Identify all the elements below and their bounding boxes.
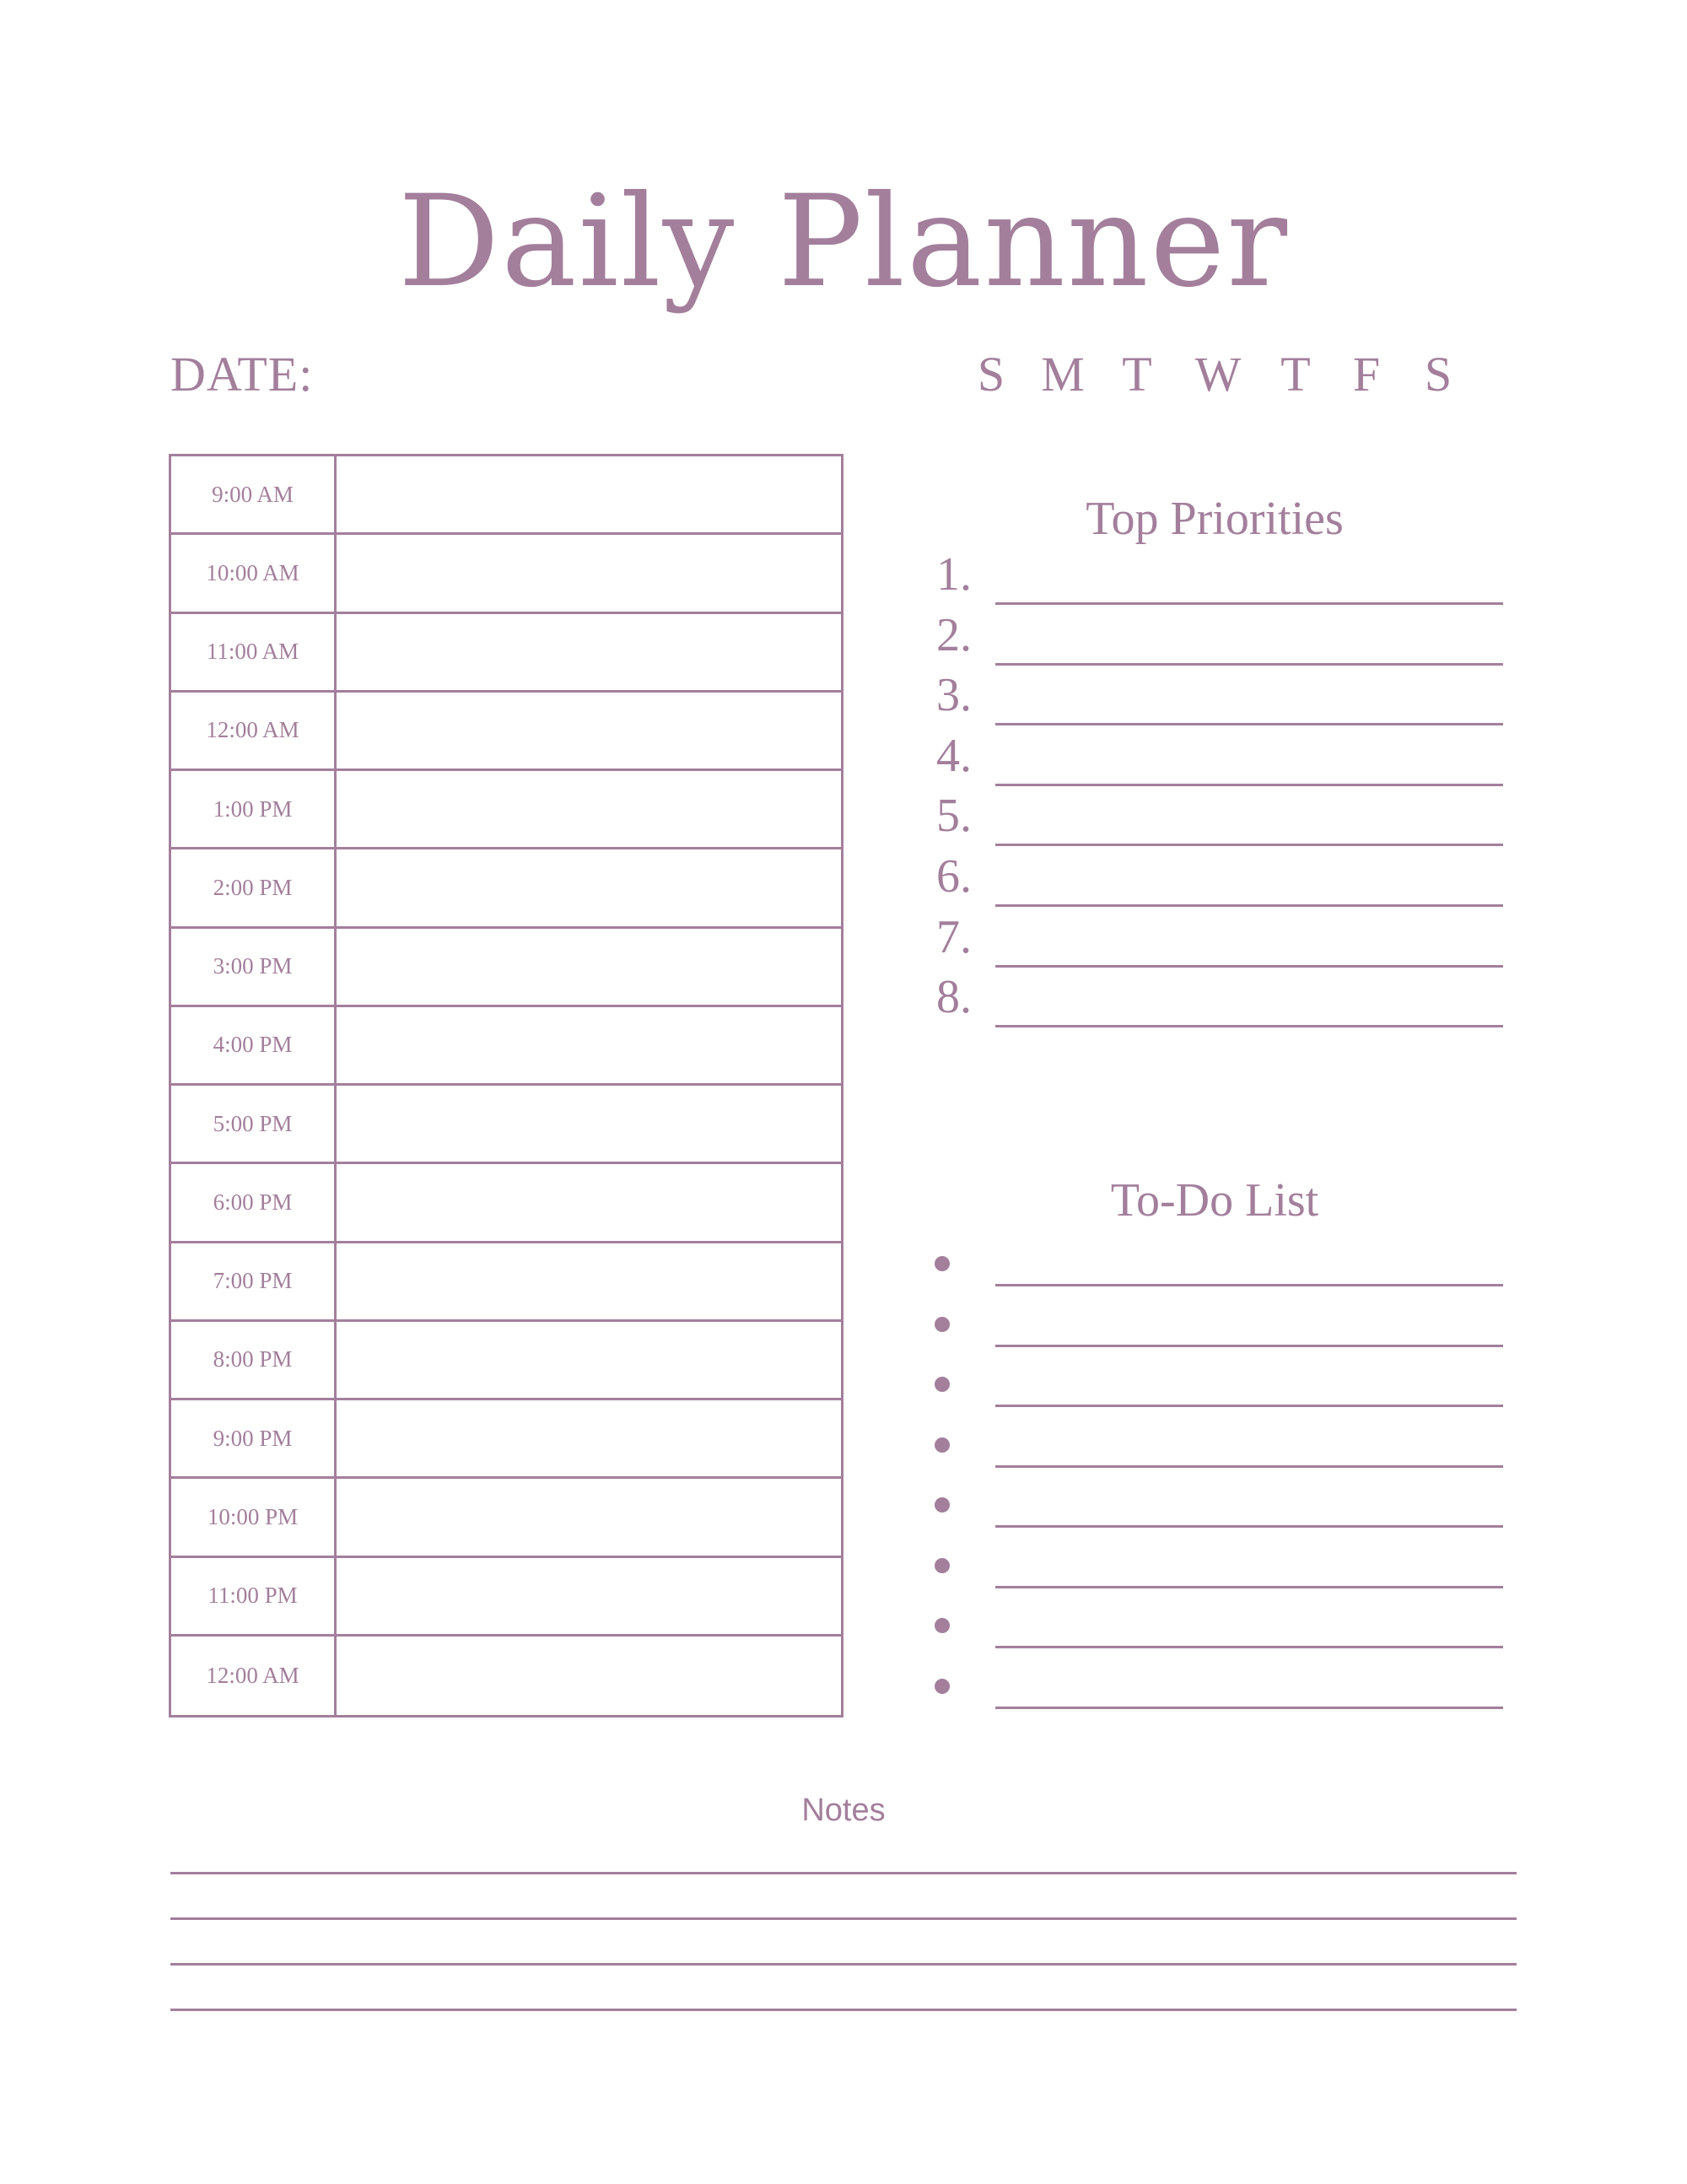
schedule-row xyxy=(171,1322,841,1400)
schedule-time: 7:00 PM xyxy=(171,1243,337,1319)
date-label: DATE: xyxy=(170,347,314,402)
schedule-time: 9:00 PM xyxy=(171,1400,337,1476)
weekday-4[interactable]: T xyxy=(1280,347,1311,402)
weekday-2[interactable]: T xyxy=(1122,347,1152,402)
notes-write-line[interactable] xyxy=(170,1872,1517,1874)
schedule-row xyxy=(171,693,841,771)
schedule-time: 6:00 PM xyxy=(171,1164,337,1240)
priority-write-line[interactable] xyxy=(995,663,1503,666)
todo-write-line[interactable] xyxy=(995,1345,1503,1347)
priority-item xyxy=(936,787,1510,846)
schedule-slot[interactable] xyxy=(337,1164,841,1240)
todo-item xyxy=(928,1409,1510,1468)
priority-number: 7. xyxy=(936,910,972,963)
schedule-row xyxy=(171,1637,841,1715)
priority-number: 2. xyxy=(936,608,972,661)
schedule-row xyxy=(171,614,841,693)
priority-write-line[interactable] xyxy=(995,844,1503,846)
priority-item xyxy=(936,968,1510,1027)
todo-write-line[interactable] xyxy=(995,1525,1503,1528)
priority-number: 5. xyxy=(936,790,972,843)
schedule-row xyxy=(171,1400,841,1479)
todo-item xyxy=(928,1348,1510,1407)
priority-write-line[interactable] xyxy=(995,602,1503,605)
schedule-time: 8:00 PM xyxy=(171,1322,337,1398)
schedule-time: 10:00 AM xyxy=(171,535,337,611)
schedule-time: 5:00 PM xyxy=(171,1086,337,1162)
schedule-row xyxy=(171,771,841,849)
priority-number: 4. xyxy=(936,729,972,782)
todo-item xyxy=(928,1589,1510,1648)
hourly-schedule-table xyxy=(169,454,844,1718)
schedule-time: 11:00 PM xyxy=(171,1558,337,1634)
priority-write-line[interactable] xyxy=(995,904,1503,907)
weekday-0[interactable]: S xyxy=(977,347,1005,402)
bullet-icon xyxy=(935,1317,950,1332)
schedule-row xyxy=(171,535,841,613)
bullet-icon xyxy=(935,1377,950,1392)
schedule-slot[interactable] xyxy=(337,1243,841,1319)
bullet-icon xyxy=(935,1558,950,1573)
todo-item xyxy=(928,1227,1510,1286)
todo-item xyxy=(928,1288,1510,1347)
notes-write-line[interactable] xyxy=(170,1963,1517,1966)
schedule-time: 10:00 PM xyxy=(171,1479,337,1555)
notes-write-line[interactable] xyxy=(170,1917,1517,1920)
priority-write-line[interactable] xyxy=(995,784,1503,786)
schedule-row xyxy=(171,1243,841,1322)
schedule-row xyxy=(171,1164,841,1243)
priority-item xyxy=(936,727,1510,786)
bullet-icon xyxy=(935,1437,950,1453)
todo-write-line[interactable] xyxy=(995,1405,1503,1407)
schedule-row xyxy=(171,1558,841,1637)
priority-item xyxy=(936,546,1510,605)
schedule-slot[interactable] xyxy=(337,929,841,1005)
todo-item xyxy=(928,1469,1510,1528)
todo-write-line[interactable] xyxy=(995,1646,1503,1648)
todo-write-line[interactable] xyxy=(995,1465,1503,1468)
schedule-time: 2:00 PM xyxy=(171,849,337,925)
notes-heading: Notes xyxy=(801,1793,886,1828)
schedule-row xyxy=(171,1007,841,1086)
priority-write-line[interactable] xyxy=(995,723,1503,725)
todo-write-line[interactable] xyxy=(995,1707,1503,1709)
schedule-slot[interactable] xyxy=(337,1322,841,1398)
priority-number: 1. xyxy=(936,548,972,601)
weekday-3[interactable]: W xyxy=(1194,347,1242,402)
schedule-slot[interactable] xyxy=(337,771,841,847)
notes-write-line[interactable] xyxy=(170,2009,1517,2011)
schedule-slot[interactable] xyxy=(337,1086,841,1162)
priority-item xyxy=(936,909,1510,968)
priority-write-line[interactable] xyxy=(995,965,1503,968)
schedule-slot[interactable] xyxy=(337,456,841,532)
todo-list-heading: To-Do List xyxy=(1110,1174,1319,1227)
schedule-row xyxy=(171,1479,841,1557)
weekday-selector xyxy=(962,349,1468,403)
priority-item xyxy=(936,607,1510,666)
todo-write-line[interactable] xyxy=(995,1586,1503,1588)
priority-item xyxy=(936,666,1510,725)
schedule-time: 1:00 PM xyxy=(171,771,337,847)
page-title: Daily Planner xyxy=(397,169,1290,315)
priority-write-line[interactable] xyxy=(995,1025,1503,1027)
schedule-row xyxy=(171,929,841,1007)
schedule-slot[interactable] xyxy=(337,849,841,925)
schedule-slot[interactable] xyxy=(337,1400,841,1476)
schedule-slot[interactable] xyxy=(337,1558,841,1634)
schedule-time: 12:00 AM xyxy=(171,693,337,768)
todo-item xyxy=(928,1650,1510,1709)
schedule-time: 9:00 AM xyxy=(171,456,337,532)
schedule-slot[interactable] xyxy=(337,1007,841,1083)
schedule-slot[interactable] xyxy=(337,1479,841,1555)
schedule-time: 12:00 AM xyxy=(171,1637,337,1715)
schedule-row xyxy=(171,456,841,535)
weekday-5[interactable]: F xyxy=(1352,347,1381,402)
priority-number: 8. xyxy=(936,971,972,1024)
priority-number: 3. xyxy=(936,669,972,722)
schedule-slot[interactable] xyxy=(337,693,841,768)
schedule-time: 3:00 PM xyxy=(171,929,337,1005)
schedule-row xyxy=(171,1086,841,1164)
priority-number: 6. xyxy=(936,850,972,903)
schedule-slot[interactable] xyxy=(337,535,841,611)
schedule-time: 11:00 AM xyxy=(171,614,337,690)
schedule-slot[interactable] xyxy=(337,614,841,690)
schedule-slot[interactable] xyxy=(337,1637,841,1715)
bullet-icon xyxy=(935,1497,950,1513)
weekday-1[interactable]: M xyxy=(1041,347,1085,402)
bullet-icon xyxy=(935,1679,950,1694)
todo-write-line[interactable] xyxy=(995,1284,1503,1286)
top-priorities-heading: Top Priorities xyxy=(1086,493,1344,545)
priority-item xyxy=(936,848,1510,907)
bullet-icon xyxy=(935,1256,950,1271)
schedule-row xyxy=(171,849,841,928)
weekday-6[interactable]: S xyxy=(1424,347,1453,402)
schedule-time: 4:00 PM xyxy=(171,1007,337,1083)
bullet-icon xyxy=(935,1618,950,1633)
todo-item xyxy=(928,1529,1510,1588)
